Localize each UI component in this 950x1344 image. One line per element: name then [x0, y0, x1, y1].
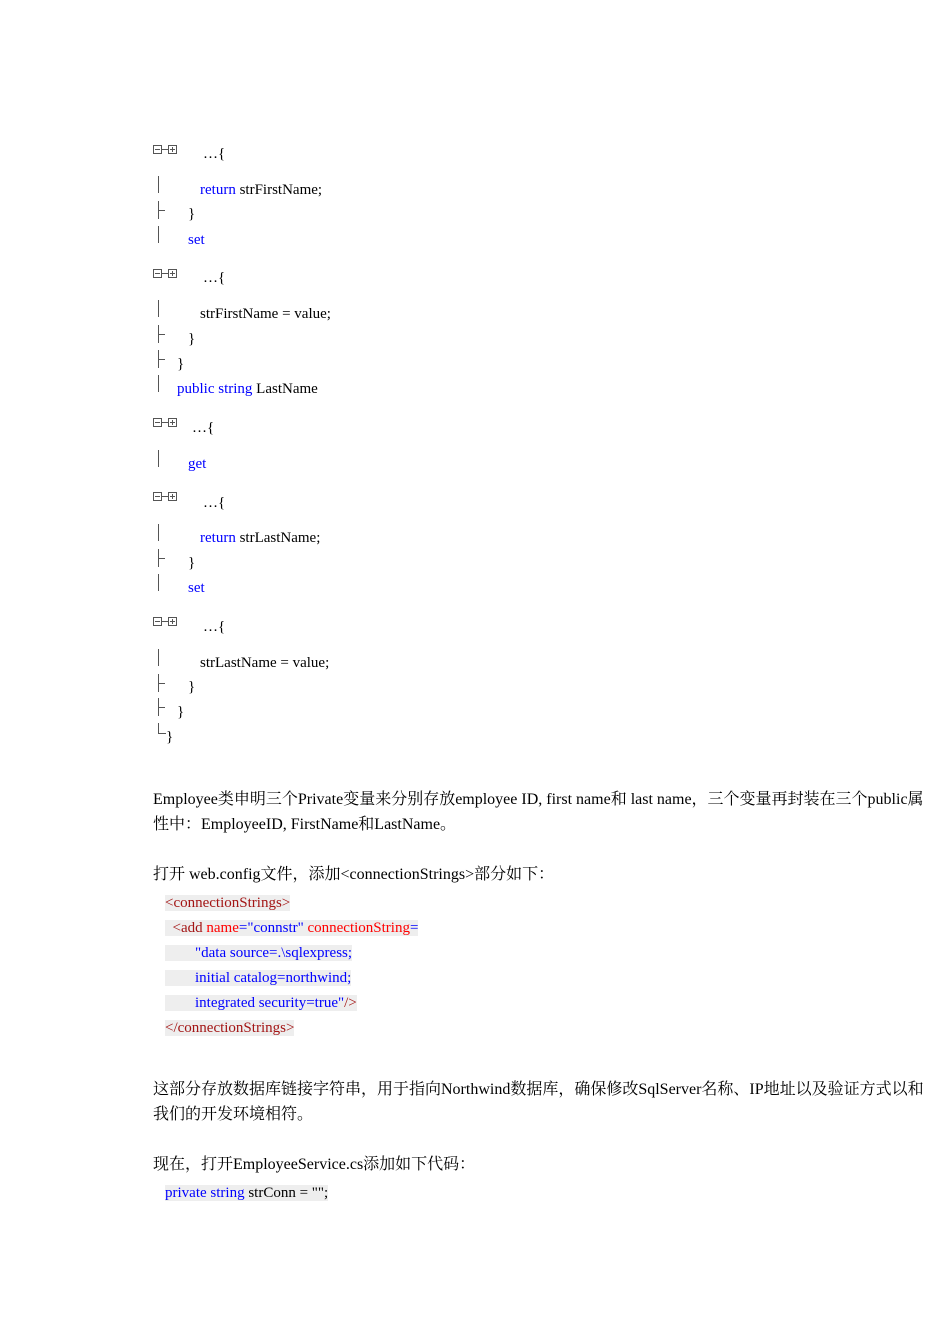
fold-line: [158, 649, 159, 666]
code-line: }: [188, 555, 196, 571]
xml-line: integrated security=true"/>: [165, 994, 357, 1012]
collapse-icon[interactable]: [153, 492, 162, 501]
xml-line: initial catalog=northwind;: [165, 969, 351, 987]
xml-line: <connectionStrings>: [165, 895, 291, 911]
fold-line: [158, 524, 159, 541]
code-line: get: [188, 456, 207, 472]
fold-end-tick: [158, 558, 165, 559]
fold-end-tick: [158, 334, 165, 335]
code-line: …{: [203, 495, 226, 511]
fold-corner-tick: [158, 733, 166, 734]
expand-icon[interactable]: [168, 492, 177, 501]
code-line: }: [177, 704, 185, 720]
code-line: …{: [203, 619, 226, 635]
fold-end-tick: [158, 359, 165, 360]
expand-icon[interactable]: [168, 617, 177, 626]
code-line: }: [188, 679, 196, 695]
xml-line: </connectionStrings>: [165, 1020, 295, 1036]
paragraph-connection-string: 这部分存放数据库链接字符串，用于指向Northwind数据库，确保修改SqlServer名称、IP地址以及验证方式以和我们的开发环境相符。: [153, 1081, 924, 1123]
fold-line: [158, 226, 159, 243]
code-line: }: [177, 356, 185, 372]
expand-icon[interactable]: [168, 418, 177, 427]
code-line: …{: [203, 270, 226, 286]
code-line: public string LastName: [177, 381, 318, 397]
collapse-icon[interactable]: [153, 269, 162, 278]
paragraph-employee-class: Employee类申明三个Private变量来分别存放employee ID, first name和 last name，三个变量再封装在三个public属性中：EmployeeID, FirstName和LastName。: [153, 791, 924, 833]
fold-connector: [162, 149, 168, 150]
code-line: return strFirstName;: [200, 182, 323, 198]
xml-line: "data source=.\sqlexpress;: [165, 944, 352, 962]
expand-icon[interactable]: [168, 145, 177, 154]
code-line: set: [188, 232, 205, 248]
code-line: }: [188, 331, 196, 347]
paragraph-open-employeeservice: 现在，打开EmployeeService.cs添加如下代码：: [153, 1156, 476, 1173]
fold-connector: [162, 621, 168, 622]
code-line-strconn: private string strConn = "";: [165, 1185, 329, 1201]
code-line: }: [188, 206, 196, 222]
code-line: return strLastName;: [200, 530, 321, 546]
fold-end-tick: [158, 210, 165, 211]
fold-line: [158, 176, 159, 193]
fold-connector: [162, 496, 168, 497]
collapse-icon[interactable]: [153, 145, 162, 154]
collapse-icon[interactable]: [153, 617, 162, 626]
xml-line: <add name="connstr" connectionString=: [165, 919, 418, 937]
fold-line: [158, 300, 159, 317]
fold-end-tick: [158, 683, 165, 684]
fold-line: [158, 723, 159, 733]
code-line: set: [188, 580, 205, 596]
code-line: strFirstName = value;: [200, 306, 331, 322]
code-line: strLastName = value;: [200, 655, 330, 671]
fold-end-tick: [158, 707, 165, 708]
fold-connector: [162, 273, 168, 274]
code-line: }: [166, 729, 174, 745]
fold-line: [158, 450, 159, 467]
fold-connector: [162, 422, 168, 423]
code-line: …{: [203, 146, 226, 162]
fold-line: [158, 574, 159, 591]
paragraph-open-webconfig: 打开 web.config文件，添加<connectionStrings>部分如下：: [153, 866, 555, 883]
expand-icon[interactable]: [168, 269, 177, 278]
fold-line: [158, 375, 159, 392]
collapse-icon[interactable]: [153, 418, 162, 427]
code-line: …{: [192, 420, 215, 436]
